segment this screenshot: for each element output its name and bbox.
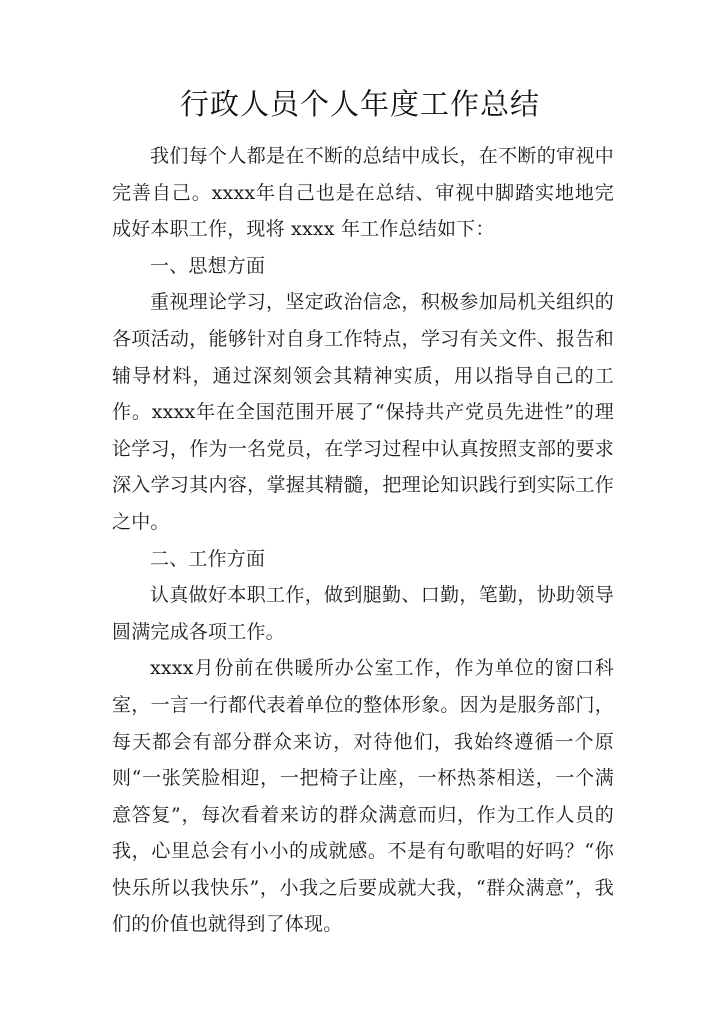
work-paragraph-1: 认真做好本职工作，做到腿勤、口勤，笔勤，协助领导圆满完成各项工作。	[112, 584, 614, 643]
thought-paragraph: 重视理论学习，坚定政治信念，积极参加局机关组织的各项活动，能够针对自身工作特点，学习有关文件、报告和辅导材料，通过深刻领会其精神实质，用以指导自己的工作。xxxx年在全国范围开展了“保持共产党员先进性”的理论学习，作为一名党员，在学习过程中认真按照支部的要求深入学习其内容，掌握其精髓，把理论知识践行到实际工作之中。	[112, 291, 614, 533]
section-heading-work: 二、工作方面	[150, 547, 266, 570]
intro-paragraph: 我们每个人都是在不断的总结中成长，在不断的审视中完善自己。xxxx年自己也是在总结、审视中脚踏实地地完成好本职工作，现将 xxxx 年工作总结如下：	[112, 145, 614, 241]
section-heading-thought: 一、思想方面	[150, 254, 266, 277]
document-title: 行政人员个人年度工作总结	[179, 87, 540, 121]
document-body	[112, 138, 614, 943]
work-paragraph-2: xxxx月份前在供暖所办公室工作，作为单位的窗口科室，一言一行都代表着单位的整体形象。因为是服务部门，每天都会有部分群众来访，对待他们，我始终遵循一个原则“一张笑脸相迎，一把椅子让座，一杯热茶相送，一个满意答复”，每次看着来访的群众满意而归，作为工作人员的我，心里总会有小小的成就感。不是有句歌唱的好吗？“你快乐所以我快乐”，小我之后要成就大我，“群众满意”，我们的价值也就得到了体现。	[112, 657, 614, 936]
